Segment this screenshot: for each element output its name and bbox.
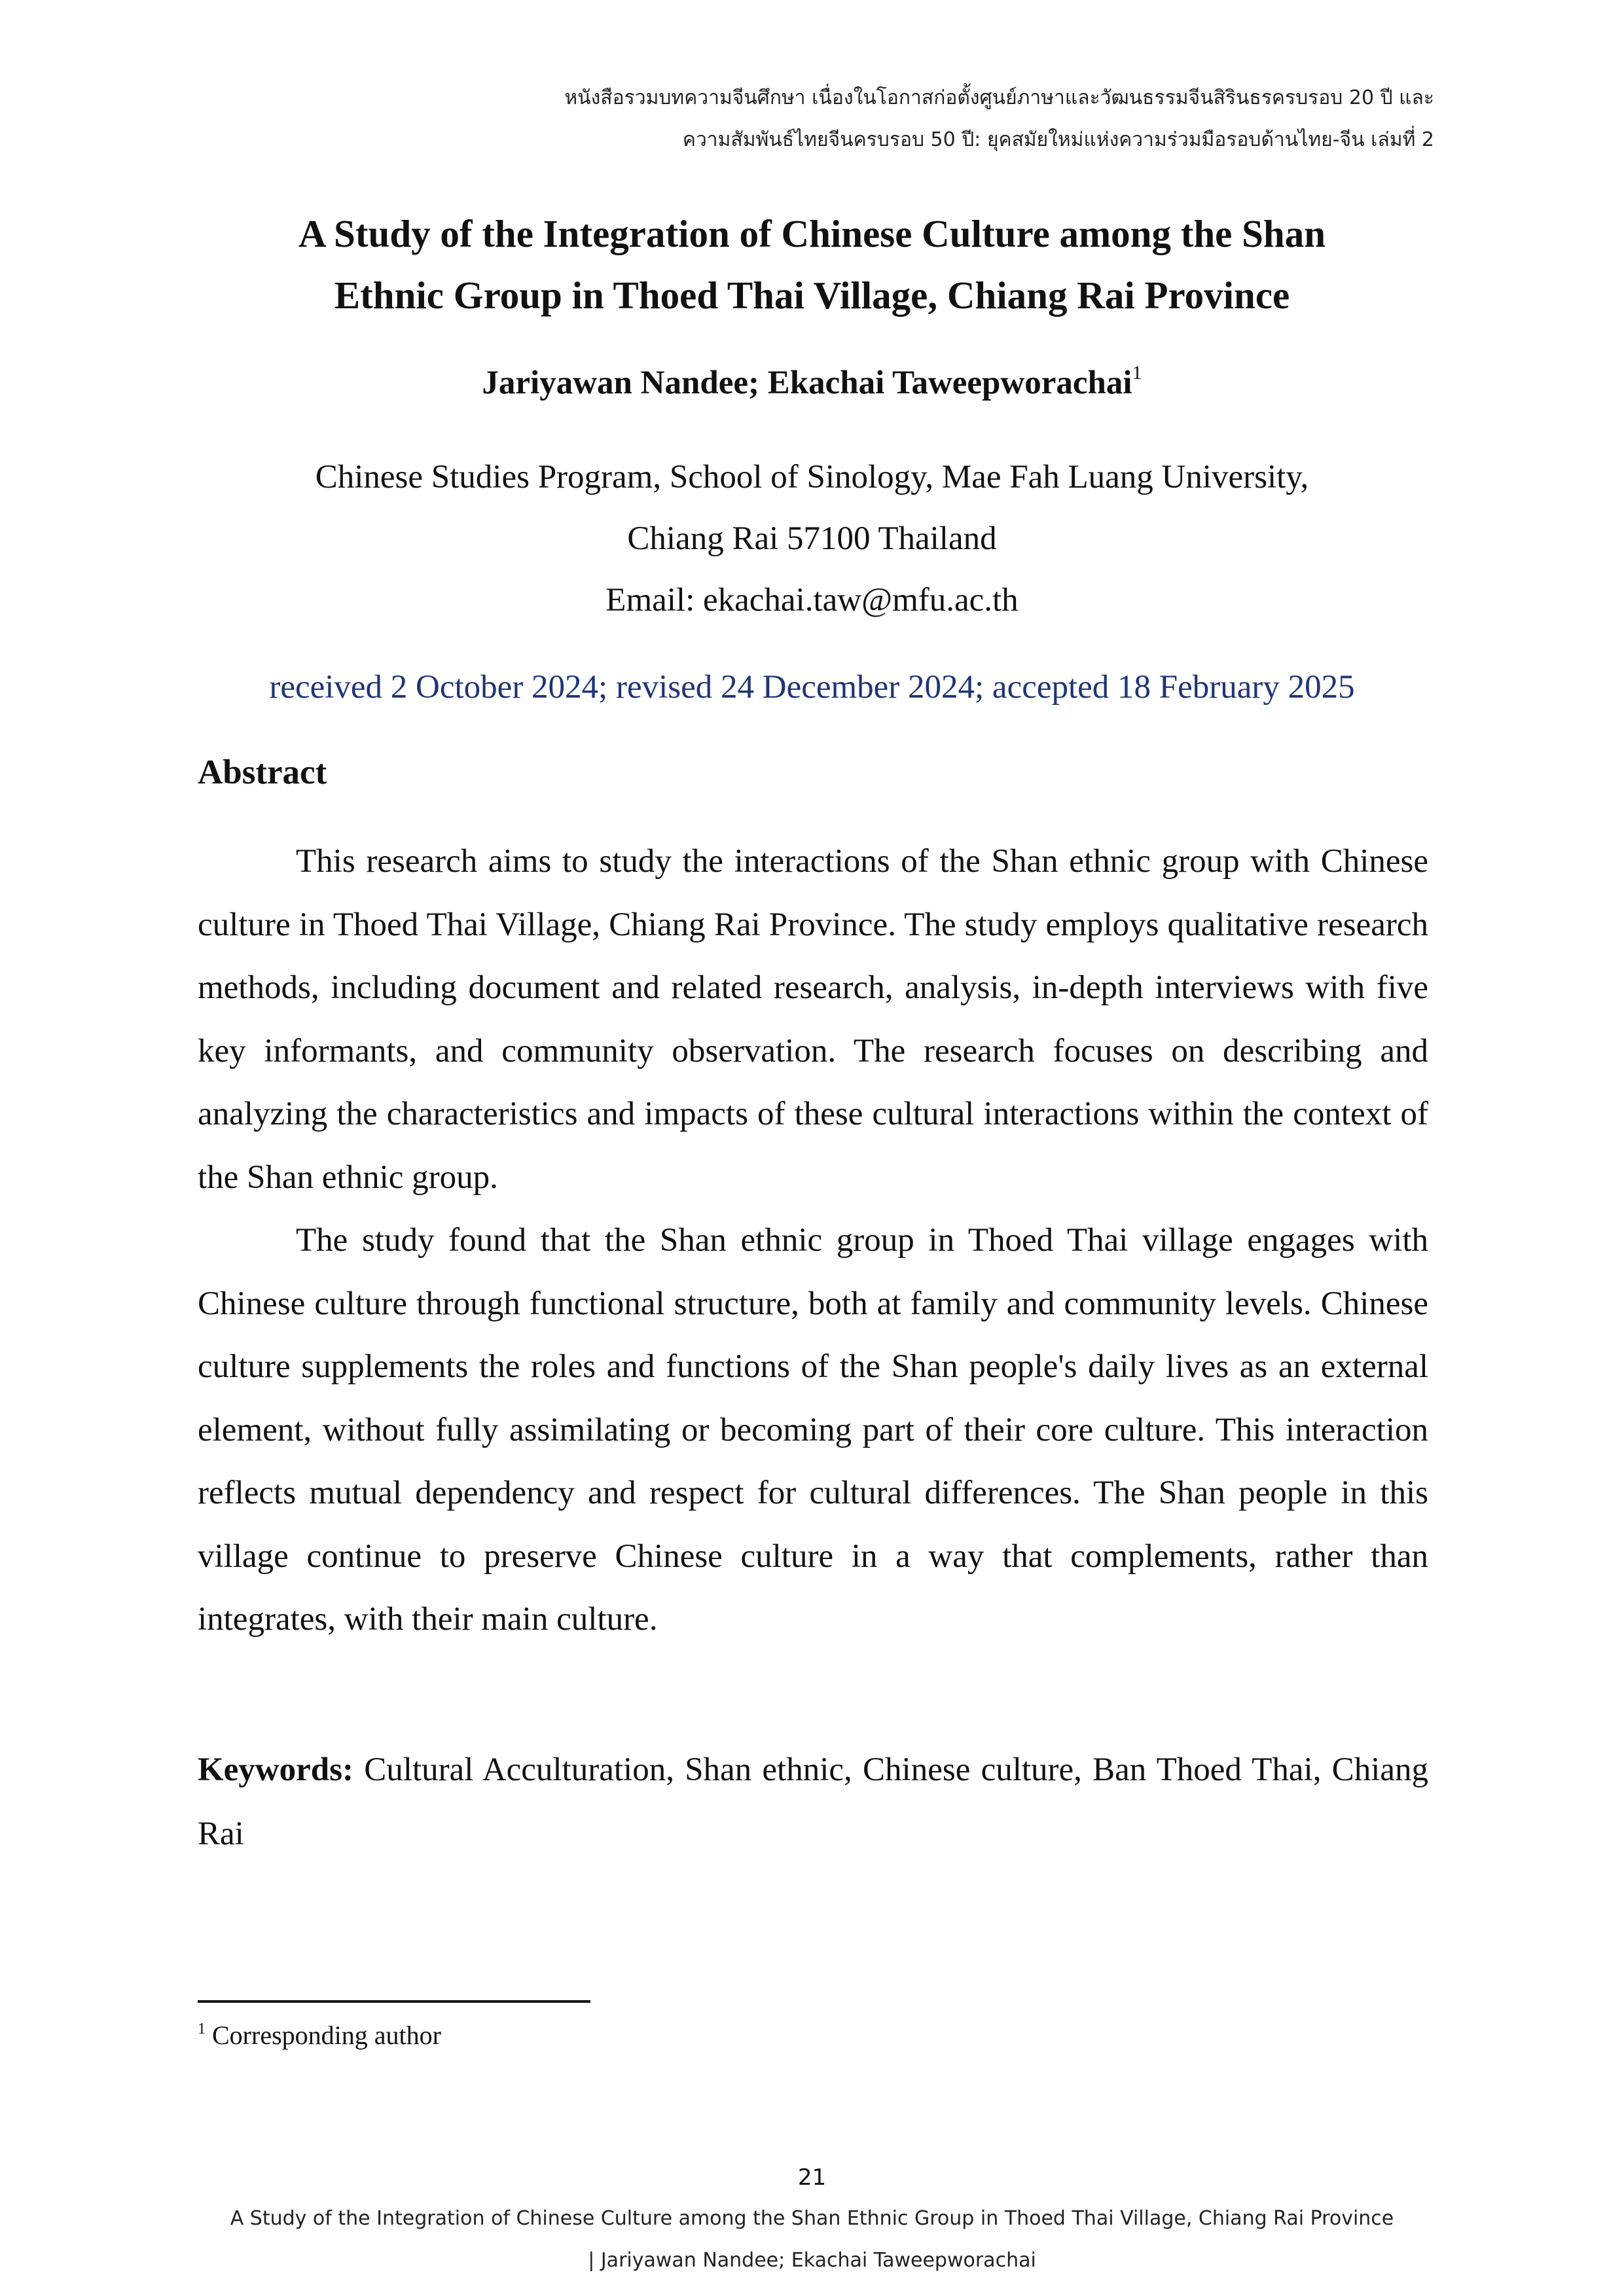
abstract-paragraph-1: This research aims to study the interactions of the Shan ethnic group with Chinese culture in Thoed Thai Village, Chiang Rai Province. The study employs qualitative research methods, including document and related research, analysis, in-depth interviews with five key informants, and community observation. The research focuses on describing and analyzing the characteristics and impacts of these cultural interactions within the context of the Shan ethnic group. <box>198 843 1428 1196</box>
abstract-heading: Abstract <box>198 753 327 791</box>
affiliation <box>190 446 1434 631</box>
page-number: 21 <box>797 2164 827 2191</box>
affiliation-line-1: Chinese Studies Program, School of Sinology, Mae Fah Luang University, <box>315 459 1309 495</box>
footnote-text: Corresponding author <box>212 2020 441 2050</box>
author-list <box>190 360 1434 406</box>
running-header-line-2: ความสัมพันธ์ไทยจีนครบรอบ 50 ปี: ยุคสมัยใหม่แห่งความร่วมมือรอบด้านไทย-จีน เล่มที่ 2 <box>682 128 1434 151</box>
email-label: Email: <box>605 582 695 619</box>
email-line <box>190 569 1434 631</box>
abstract-paragraph-2: The study found that the Shan ethnic group in Thoed Thai village engages with Chinese culture through functional structure, both at family and community levels. Chinese culture supplements the roles and functions of the Shan people's daily lives as an external element, without fully assimilating or becoming part of their core culture. This interaction reflects mutual dependency and respect for cultural differences. The Shan people in this village continue to preserve Chinese culture in a way that complements, rather than integrates, with their main culture. <box>198 1222 1428 1638</box>
running-footer-line-1: A Study of the Integration of Chinese Culture among the Shan Ethnic Group in Thoed Thai Village, Chiang Rai Province <box>230 2207 1394 2230</box>
abstract-body <box>198 830 1428 1651</box>
affiliation-line-2: Chiang Rai 57100 Thailand <box>627 520 997 557</box>
running-footer-line-2: | Jariyawan Nandee; Ekachai Taweepworachai <box>588 2249 1036 2272</box>
keywords-text: Cultural Acculturation, Shan ethnic, Chinese culture, Ban Thoed Thai, Chiang Rai <box>198 1751 1429 1852</box>
running-footer <box>131 2198 1493 2282</box>
author-names: Jariyawan Nandee; Ekachai Taweepworachai <box>482 365 1132 401</box>
running-header-line-1: หนังสือรวมบทความจีนศึกษา เนื่องในโอกาสก่อตั้งศูนย์ภาษาและวัฒนธรรมจีนสิรินธรครบรอบ 20 ปี และ <box>564 86 1434 109</box>
footnote <box>198 2016 441 2055</box>
footnote-divider <box>198 2000 590 2003</box>
paper-title <box>190 203 1434 326</box>
title-line-1: A Study of the Integration of Chinese Culture among the Shan <box>298 212 1326 255</box>
footnote-mark: 1 <box>198 2020 206 2037</box>
author-footnote-mark: 1 <box>1132 362 1142 384</box>
running-header <box>190 77 1434 161</box>
submission-dates: received 2 October 2024; revised 24 December 2024; accepted 18 February 2025 <box>269 669 1355 706</box>
email-address: ekachai.taw@mfu.ac.th <box>703 582 1019 619</box>
title-line-2: Ethnic Group in Thoed Thai Village, Chiang Rai Province <box>334 274 1290 317</box>
keywords-label: Keywords: <box>198 1751 353 1788</box>
keywords <box>198 1738 1428 1866</box>
